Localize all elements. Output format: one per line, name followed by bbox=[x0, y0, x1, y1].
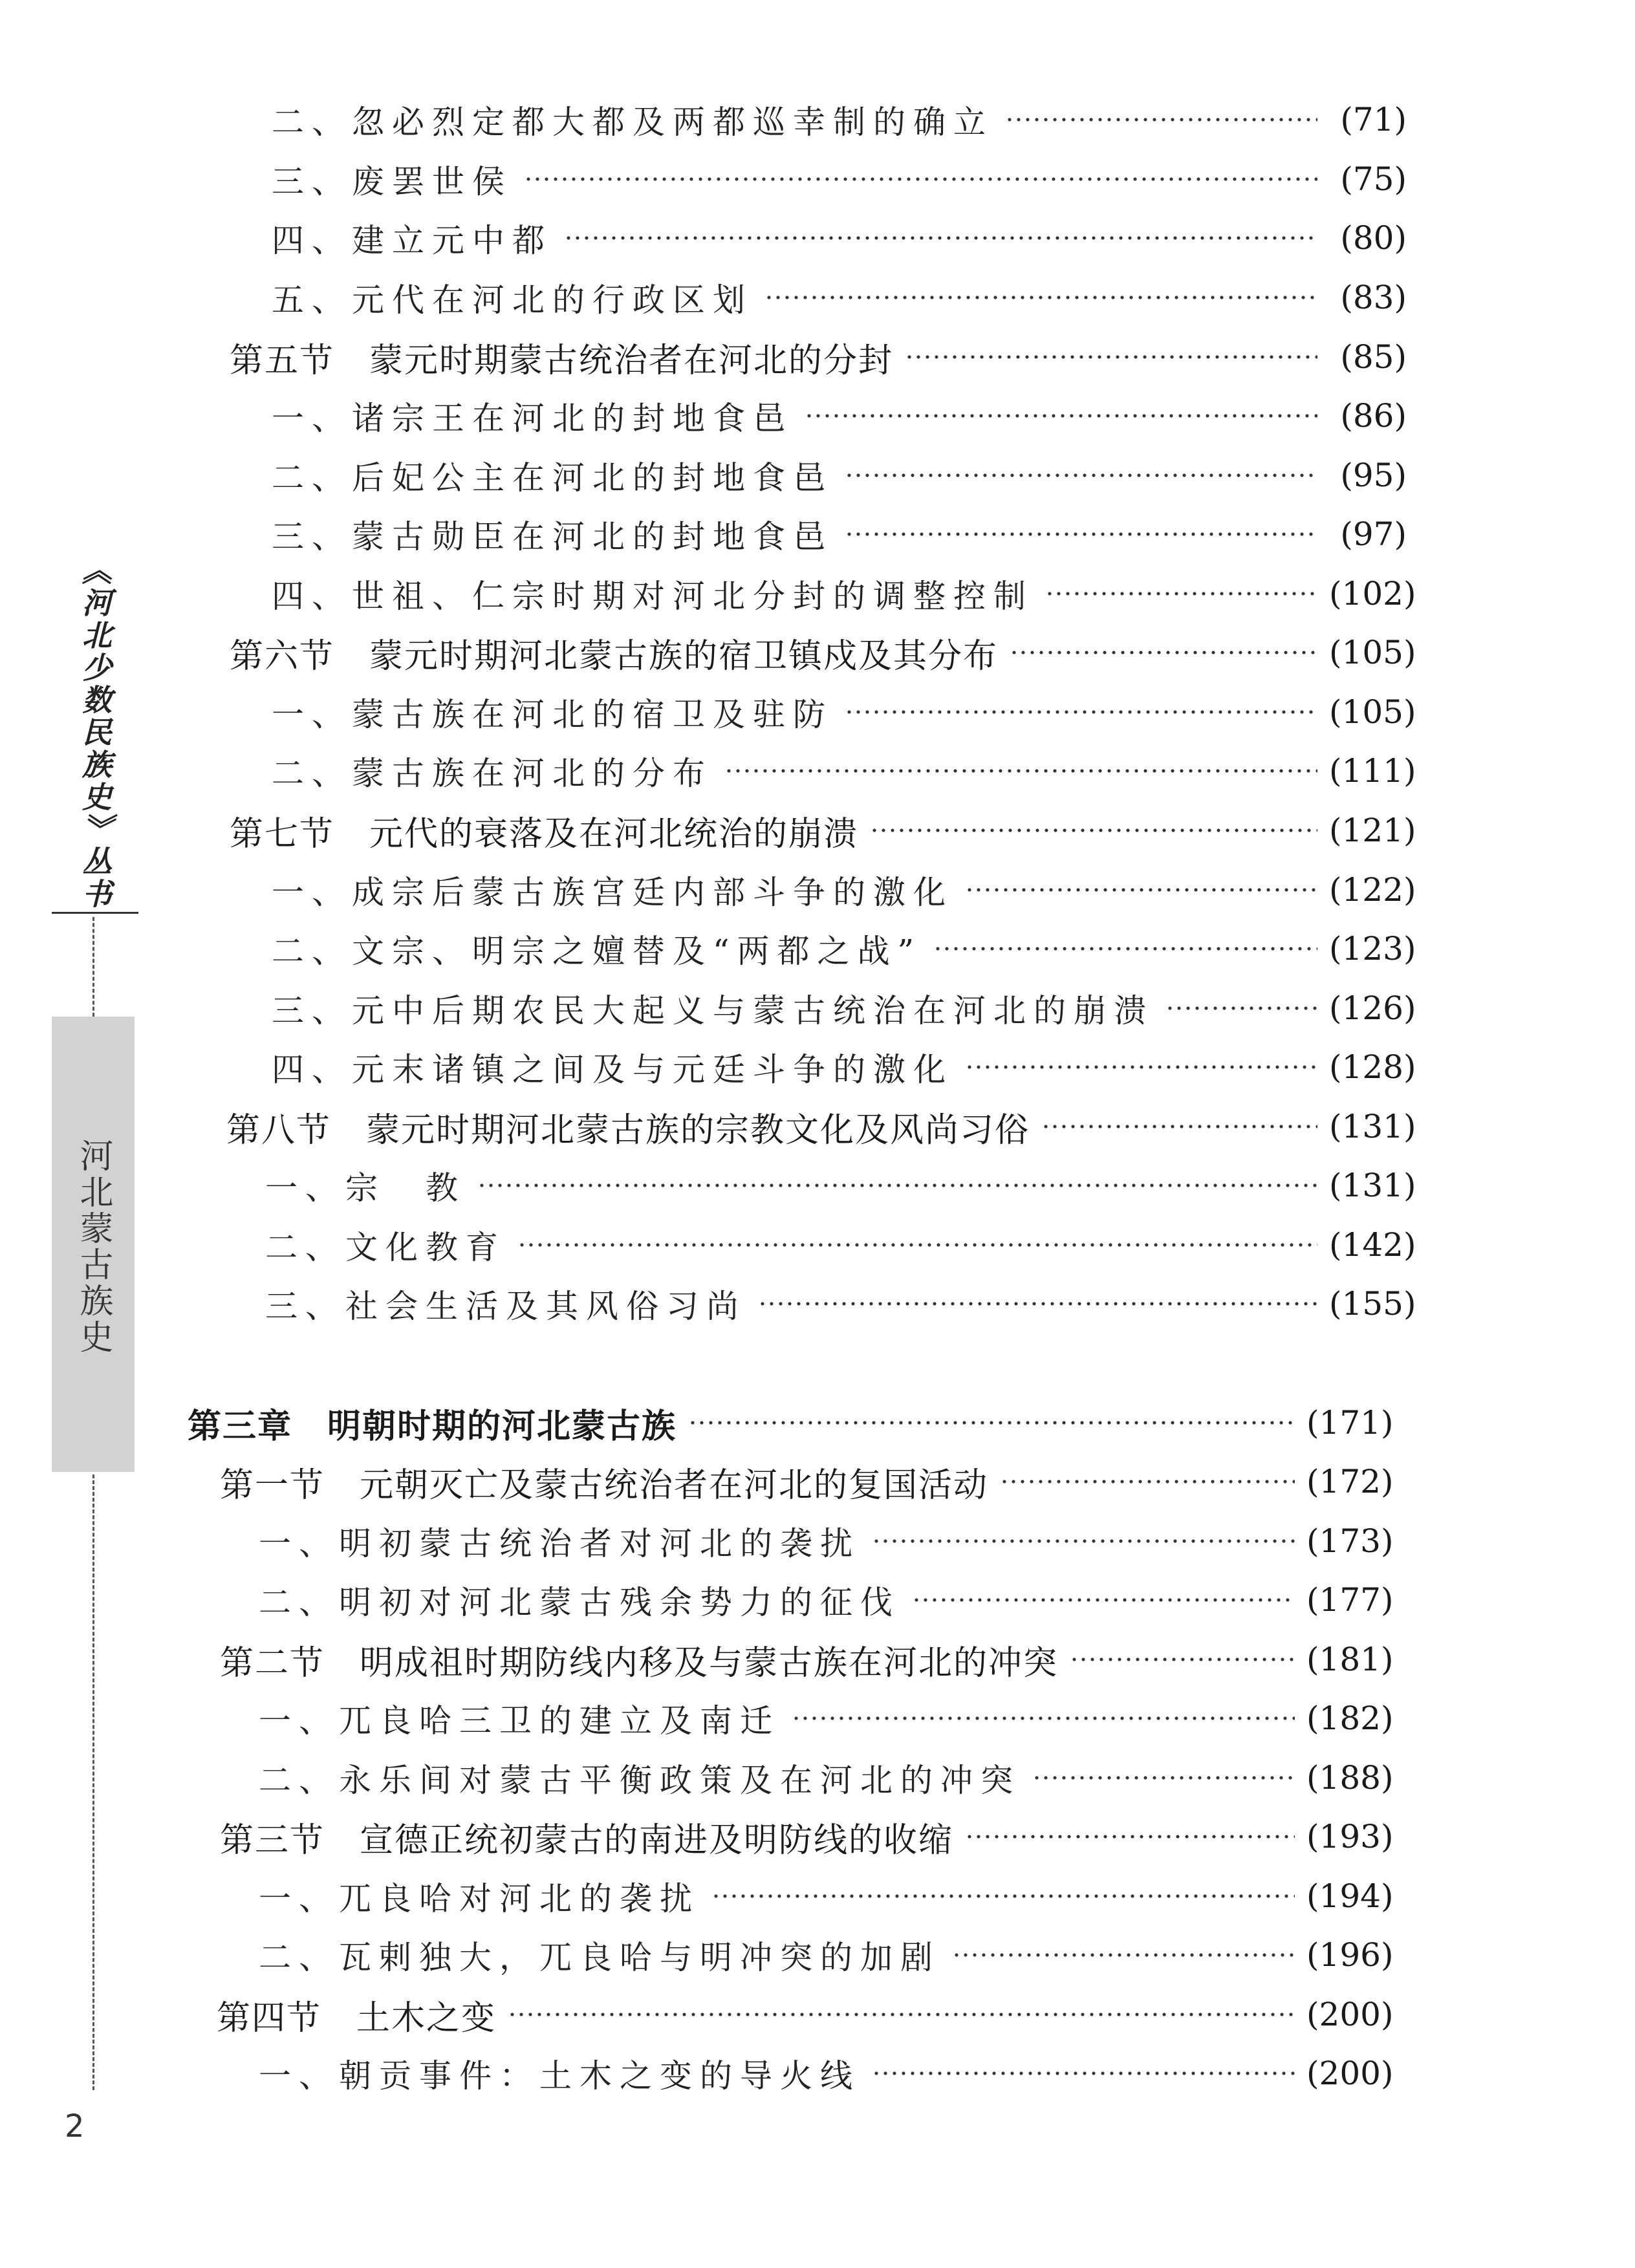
dot-leader bbox=[872, 1539, 1295, 1543]
dot-leader bbox=[764, 296, 1317, 299]
toc-entry[interactable] bbox=[259, 1571, 1394, 1629]
toc-entry[interactable] bbox=[259, 1867, 1394, 1925]
dot-leader bbox=[711, 1894, 1295, 1898]
toc-entry-label: 一、诸宗王在河北的封地食邑 bbox=[272, 400, 793, 437]
dot-leader bbox=[845, 532, 1317, 536]
toc-entry-label: 一、明初蒙古统治者对河北的袭扰 bbox=[259, 1525, 860, 1562]
toc-entry-page: (86) bbox=[1340, 397, 1407, 435]
toc-entry[interactable] bbox=[272, 565, 1416, 623]
toc-entry[interactable] bbox=[265, 1275, 1416, 1333]
toc-entry[interactable] bbox=[272, 209, 1407, 267]
toc-entry[interactable] bbox=[259, 2044, 1394, 2102]
series-title: 《河北少数民族史》丛书 bbox=[78, 555, 113, 911]
dashed-rule bbox=[92, 917, 94, 1017]
dot-leader bbox=[524, 177, 1317, 181]
toc-entry-page: (105) bbox=[1329, 634, 1416, 671]
toc-entry-label: 二、蒙古族在河北的分布 bbox=[272, 755, 713, 792]
dot-leader bbox=[872, 2071, 1295, 2075]
toc-entry-label: 一、成宗后蒙古族宫廷内部斗争的激化 bbox=[272, 874, 953, 911]
toc-entry-label: 二、明初对河北蒙古残余势力的征伐 bbox=[259, 1584, 900, 1621]
toc-entry-label: 一、兀良哈三卫的建立及南迁 bbox=[259, 1702, 780, 1740]
toc-entry-page: (131) bbox=[1329, 1108, 1416, 1145]
dot-leader bbox=[845, 710, 1317, 714]
toc-entry[interactable] bbox=[226, 1097, 1416, 1156]
toc-entry-page: (177) bbox=[1306, 1581, 1394, 1619]
page-number: 2 bbox=[65, 2108, 85, 2144]
toc-entry[interactable] bbox=[272, 91, 1407, 149]
toc-entry[interactable] bbox=[265, 1216, 1416, 1274]
toc-entry[interactable] bbox=[272, 979, 1416, 1037]
toc-entry-label: 第四节 土木之变 bbox=[217, 1998, 497, 2038]
toc-entry-page: (142) bbox=[1329, 1226, 1416, 1264]
dot-leader bbox=[965, 888, 1317, 892]
dot-leader bbox=[517, 1243, 1317, 1247]
toc-entry-page: (105) bbox=[1329, 693, 1416, 731]
dot-leader bbox=[905, 355, 1317, 359]
dot-leader bbox=[1045, 592, 1317, 596]
toc-entry-label: 第三节 宣德正统初蒙古的南进及明防线的收缩 bbox=[220, 1820, 954, 1860]
toc-entry-page: (126) bbox=[1329, 989, 1416, 1027]
toc-entry-label: 二、后妃公主在河北的封地食邑 bbox=[272, 459, 833, 497]
dot-leader bbox=[508, 2013, 1295, 2016]
toc-entry-page: (155) bbox=[1329, 1285, 1416, 1323]
divider bbox=[52, 912, 138, 914]
dot-leader bbox=[912, 1598, 1295, 1602]
toc-entry[interactable] bbox=[230, 801, 1416, 859]
toc-entry-label: 第六节 蒙元时期河北蒙古族的宿卫镇戍及其分布 bbox=[230, 636, 999, 676]
toc-entry-label: 三、社会生活及其风俗习尚 bbox=[265, 1288, 746, 1325]
dot-leader bbox=[1010, 651, 1317, 654]
dot-leader bbox=[1000, 1480, 1295, 1484]
toc-entry-label: 二、文宗、明宗之嬗替及“两都之战” bbox=[272, 933, 922, 970]
toc-entry-page: (194) bbox=[1306, 1877, 1394, 1915]
dot-leader bbox=[845, 473, 1317, 477]
toc-entry[interactable] bbox=[272, 505, 1407, 563]
dot-leader bbox=[477, 1183, 1317, 1187]
toc-entry-page: (111) bbox=[1329, 752, 1416, 790]
toc-entry-label: 第三章 明朝时期的河北蒙古族 bbox=[188, 1407, 677, 1446]
toc-entry[interactable] bbox=[272, 861, 1416, 919]
dashed-rule bbox=[92, 1474, 94, 2090]
toc-entry[interactable] bbox=[272, 387, 1407, 445]
dot-leader bbox=[933, 947, 1317, 951]
toc-entry[interactable] bbox=[230, 328, 1407, 386]
toc-entry[interactable] bbox=[259, 1749, 1394, 1807]
toc-entry[interactable] bbox=[217, 1985, 1394, 2044]
toc-entry-page: (121) bbox=[1329, 812, 1416, 849]
toc-entry-page: (75) bbox=[1340, 160, 1407, 198]
toc-entry-page: (181) bbox=[1306, 1641, 1394, 1678]
dot-leader bbox=[952, 1953, 1295, 1957]
toc-entry[interactable] bbox=[220, 1453, 1394, 1511]
toc-entry-page: (131) bbox=[1329, 1167, 1416, 1204]
toc-entry[interactable] bbox=[259, 1689, 1394, 1747]
toc-entry-label: 第五节 蒙元时期蒙古统治者在河北的分封 bbox=[230, 341, 894, 380]
dot-leader bbox=[1005, 118, 1317, 122]
toc-entry-page: (200) bbox=[1306, 2055, 1394, 2092]
toc-entry[interactable] bbox=[272, 683, 1416, 741]
toc-entry-page: (193) bbox=[1306, 1818, 1394, 1855]
toc-entry-label: 第二节 明成祖时期防线内移及与蒙古族在河北的冲突 bbox=[220, 1643, 1059, 1683]
toc-entry-page: (200) bbox=[1306, 1996, 1394, 2033]
toc-entry-page: (85) bbox=[1340, 338, 1407, 376]
toc-entry-label: 第一节 元朝灭亡及蒙古统治者在河北的复国活动 bbox=[220, 1465, 989, 1505]
toc-entry-page: (172) bbox=[1306, 1463, 1394, 1500]
dot-leader bbox=[792, 1716, 1295, 1720]
toc-entry-page: (80) bbox=[1340, 219, 1407, 257]
toc-entry-label: 四、建立元中都 bbox=[272, 222, 552, 259]
dot-leader bbox=[724, 769, 1317, 773]
dot-leader bbox=[1032, 1776, 1295, 1780]
toc-entry-label: 四、元末诸镇之间及与元廷斗争的激化 bbox=[272, 1051, 953, 1088]
dot-leader bbox=[1041, 1125, 1317, 1129]
toc-entry-label: 一、兀良哈对河北的袭扰 bbox=[259, 1880, 700, 1917]
toc-entry-page: (71) bbox=[1340, 101, 1407, 138]
toc-entry[interactable] bbox=[272, 446, 1407, 504]
toc-entry-label: 二、文化教育 bbox=[265, 1229, 506, 1266]
dot-leader bbox=[870, 828, 1317, 832]
dot-leader bbox=[965, 1065, 1317, 1069]
book-title: 河北蒙古族史 bbox=[74, 1138, 113, 1355]
toc-entry-label: 三、元中后期农民大起义与蒙古统治在河北的崩溃 bbox=[272, 992, 1154, 1030]
toc-entry-label: 一、朝贡事件：土木之变的导火线 bbox=[259, 2057, 860, 2095]
toc-entry-label: 二、忽必烈定都大都及两都巡幸制的确立 bbox=[272, 103, 993, 141]
toc-entry-page: (102) bbox=[1329, 575, 1416, 612]
toc-entry-page: (83) bbox=[1340, 279, 1407, 316]
toc-entry[interactable] bbox=[188, 1394, 1394, 1452]
toc-entry[interactable] bbox=[272, 742, 1416, 800]
toc-entry-label: 三、废罢世侯 bbox=[272, 163, 512, 200]
toc-entry-page: (182) bbox=[1306, 1700, 1394, 1737]
toc-entry-label: 三、蒙古勋臣在河北的封地食邑 bbox=[272, 518, 833, 556]
toc-entry-page: (128) bbox=[1329, 1048, 1416, 1086]
dot-leader bbox=[1070, 1658, 1295, 1661]
dot-leader bbox=[564, 236, 1317, 240]
toc-entry[interactable] bbox=[220, 1630, 1394, 1689]
toc-entry-label: 一、宗 教 bbox=[265, 1169, 466, 1207]
toc-entry[interactable] bbox=[272, 920, 1416, 978]
dot-leader bbox=[1165, 1006, 1317, 1010]
toc-entry[interactable] bbox=[220, 1808, 1394, 1866]
dot-leader bbox=[688, 1421, 1295, 1425]
toc-entry-label: 二、瓦剌独大，兀良哈与明冲突的加剧 bbox=[259, 1939, 940, 1976]
toc-entry[interactable] bbox=[265, 1156, 1416, 1215]
toc-entry[interactable] bbox=[259, 1926, 1394, 1984]
dot-leader bbox=[805, 414, 1317, 418]
toc-entry-page: (188) bbox=[1306, 1759, 1394, 1797]
toc-entry-page: (171) bbox=[1306, 1404, 1394, 1442]
dot-leader bbox=[965, 1835, 1295, 1839]
toc-entry-label: 二、永乐间对蒙古平衡政策及在河北的冲突 bbox=[259, 1762, 1021, 1799]
toc-entry-label: 一、蒙古族在河北的宿卫及驻防 bbox=[272, 696, 833, 733]
toc-entry[interactable] bbox=[272, 268, 1407, 327]
toc-entry-page: (95) bbox=[1340, 457, 1407, 494]
toc-entry[interactable] bbox=[259, 1512, 1394, 1570]
toc-entry-label: 四、世祖、仁宗时期对河北分封的调整控制 bbox=[272, 578, 1034, 615]
toc-entry-page: (122) bbox=[1329, 871, 1416, 909]
toc-entry-label: 五、元代在河北的行政区划 bbox=[272, 281, 753, 319]
dot-leader bbox=[758, 1302, 1317, 1306]
toc-entry-page: (173) bbox=[1306, 1522, 1394, 1560]
toc-entry-page: (97) bbox=[1340, 515, 1407, 553]
toc-entry-page: (123) bbox=[1329, 930, 1416, 967]
toc-entry-label: 第七节 元代的衰落及在河北统治的崩溃 bbox=[230, 814, 859, 854]
toc-entry[interactable] bbox=[272, 1038, 1416, 1096]
toc-entry-page: (196) bbox=[1306, 1936, 1394, 1974]
toc-entry[interactable] bbox=[230, 623, 1416, 682]
toc-entry-label: 第八节 蒙元时期河北蒙古族的宗教文化及风尚习俗 bbox=[226, 1110, 1030, 1150]
toc-entry[interactable] bbox=[272, 150, 1407, 208]
